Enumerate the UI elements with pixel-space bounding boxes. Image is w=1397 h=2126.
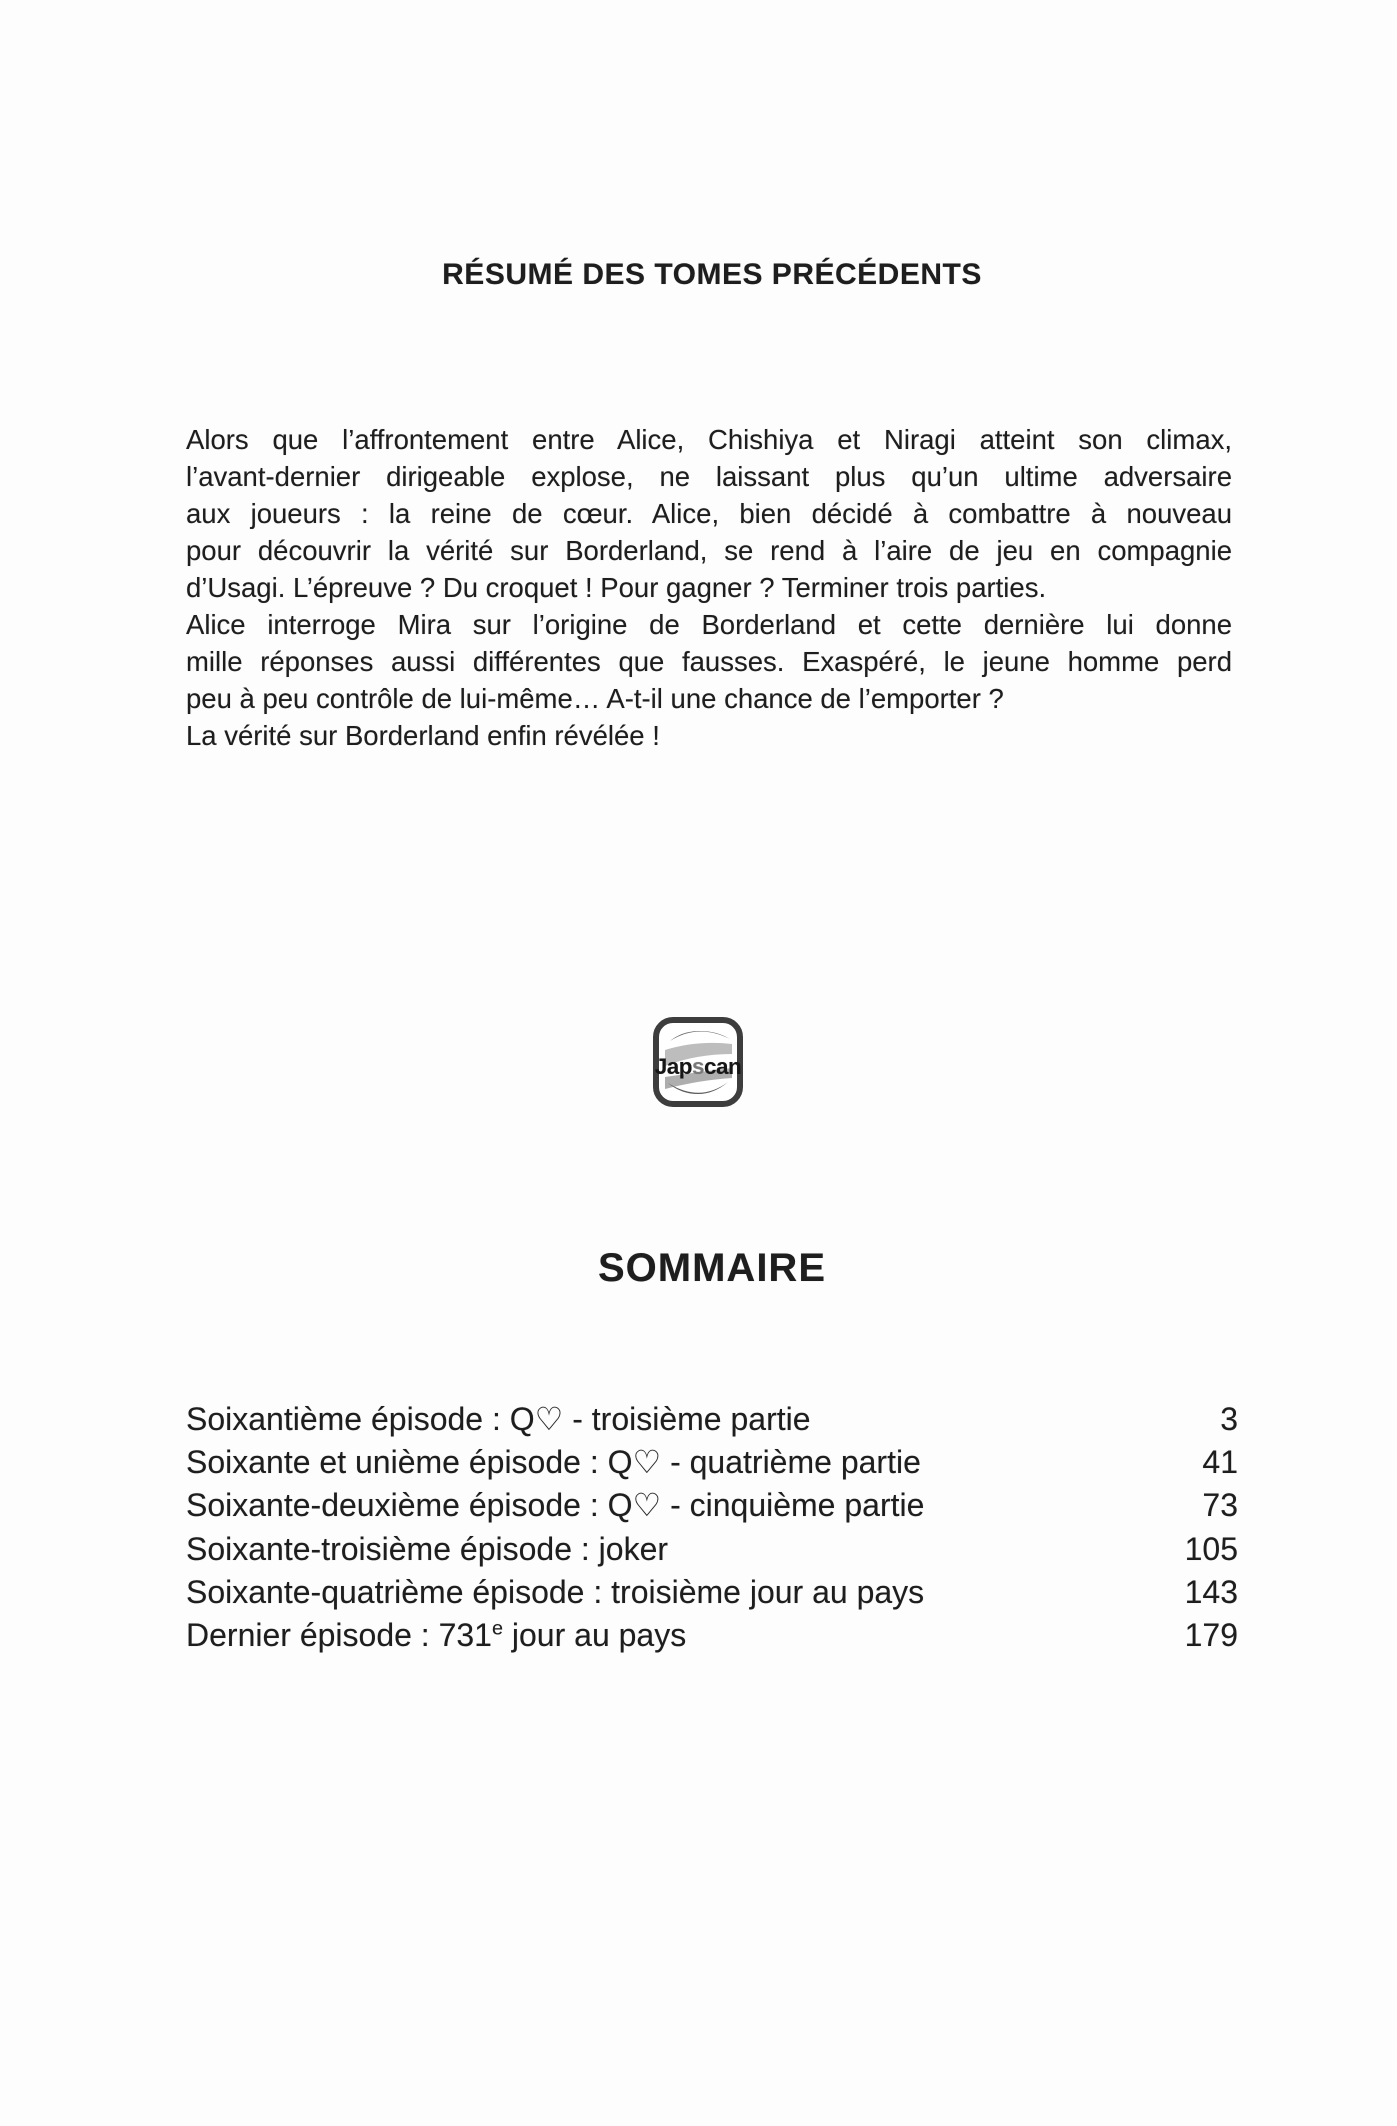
toc-entry-page-number: 41: [1202, 1444, 1238, 1481]
resume-text-line: peu à peu contrôle de lui-même… A-t-il une chance de l’emporter ?: [186, 683, 1004, 714]
toc-entry-page-number: 3: [1220, 1401, 1238, 1437]
toc-entry-page-number: 105: [1184, 1530, 1238, 1567]
resume-title: RÉSUMÉ DES TOMES PRÉCÉDENTS: [442, 258, 982, 291]
toc-entry-row: [186, 1398, 1238, 1441]
resume-text-line: d’Usagi. L’épreuve ? Du croquet ! Pour gagner ? Terminer trois parties.: [186, 572, 1047, 603]
toc-entry-label: Soixantième épisode : Q♡ - troisième partie: [186, 1401, 811, 1437]
toc-entry-label: Dernier épisode : 731e jour au pays: [186, 1616, 687, 1653]
toc-entry-page-number: 143: [1184, 1573, 1238, 1610]
resume-text-line: aux joueurs : la reine de cœur. Alice, bien décidé à combattre à nouveau: [186, 498, 1232, 529]
resume-text-line: l’avant-dernier dirigeable explose, ne laissant plus qu’un ultime adversaire: [186, 461, 1232, 492]
toc-entry-row: [186, 1441, 1238, 1484]
japscan-logo-icon: [652, 1016, 744, 1108]
toc-entry-row: [186, 1484, 1238, 1527]
resume-text-line: pour découvrir la vérité sur Borderland, se rend à l’aire de jeu en compagnie: [186, 535, 1232, 566]
resume-text-line: Alors que l’affrontement entre Alice, Chishiya et Niragi atteint son climax,: [186, 424, 1232, 455]
toc-entry-row: [186, 1528, 1238, 1571]
japscan-watermark-logo: [652, 1016, 744, 1108]
resume-text-line: La vérité sur Borderland enfin révélée !: [186, 720, 660, 751]
toc-entry-row: [186, 1571, 1238, 1614]
resume-paragraph: [186, 421, 1232, 754]
table-of-contents: [186, 1398, 1238, 1657]
toc-entry-label: Soixante-deuxième épisode : Q♡ - cinquième partie: [186, 1487, 925, 1524]
toc-entry-label: Soixante-quatrième épisode : troisième jour au pays: [186, 1573, 925, 1610]
logo-text: Japscan: [654, 1054, 742, 1079]
toc-entry-superscript: e: [491, 1617, 503, 1640]
toc-entry-label: Soixante et unième épisode : Q♡ - quatrième partie: [186, 1444, 921, 1481]
resume-text-line: Alice interroge Mira sur l’origine de Borderland et cette dernière lui donne: [186, 609, 1232, 640]
toc-entry-label: Soixante-troisième épisode : joker: [186, 1530, 669, 1567]
toc-entry-row: [186, 1614, 1238, 1657]
toc-entry-page-number: 179: [1184, 1616, 1238, 1653]
sommaire-title: SOMMAIRE: [598, 1246, 826, 1290]
toc-entry-page-number: 73: [1202, 1487, 1238, 1524]
resume-text-line: mille réponses aussi différentes que fausses. Exaspéré, le jeune homme perd: [186, 646, 1232, 677]
